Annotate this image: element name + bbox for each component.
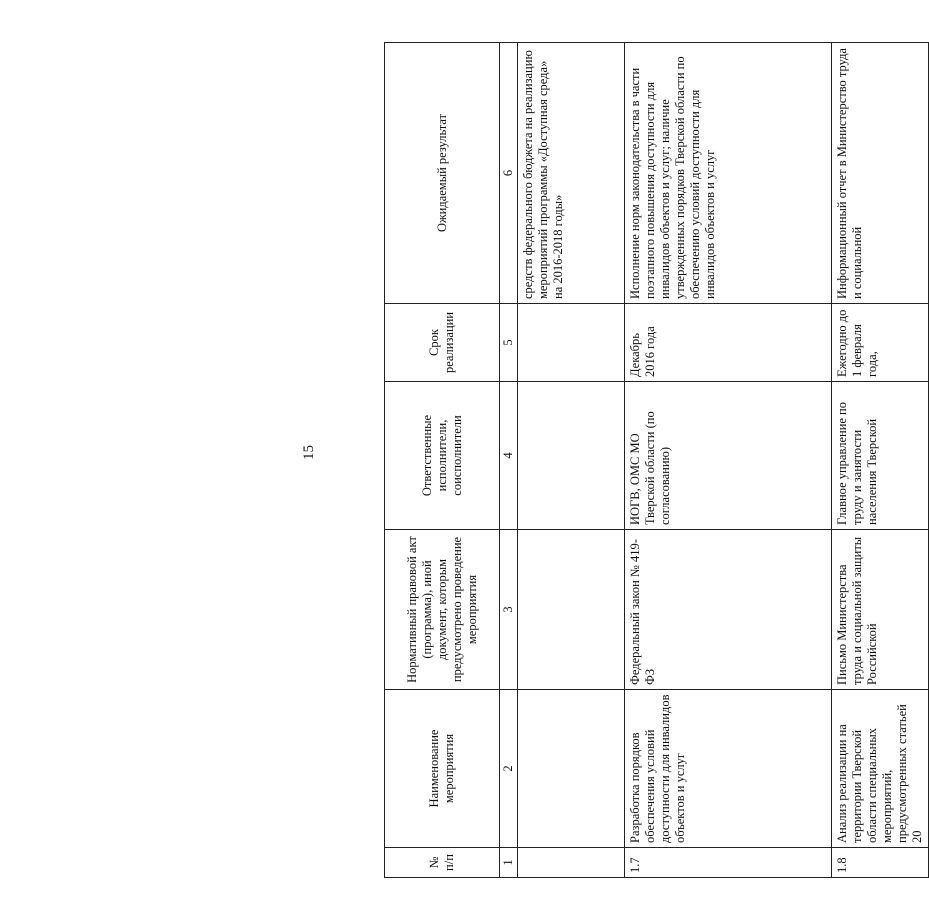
table-row xyxy=(518,43,625,878)
table-cell: Письмо Министерства труда и социальной защиты Российской xyxy=(832,530,929,690)
table-cell: Федеральный закон № 419-ФЗ xyxy=(625,530,832,690)
table-cell xyxy=(518,304,625,382)
table-cell: Декабрь 2016 года xyxy=(625,304,832,382)
header-cell-number: № п/п xyxy=(385,848,500,878)
column-number: 5 xyxy=(500,304,518,382)
column-number: 4 xyxy=(500,382,518,530)
table-cell: Анализ реализации на территории Тверской области специальных мероприятий, предусмотренных статьей 20 xyxy=(832,690,929,848)
table-cell: Главное управление по труду и занятости населения Тверской xyxy=(832,382,929,530)
column-number: 6 xyxy=(500,43,518,304)
table-cell: Ежегодно до 1 февраля года, xyxy=(832,304,929,382)
table-cell: средств федерального бюджета на реализацию мероприятий программы «Доступная среда» на 2016-2018 годы» xyxy=(518,43,625,304)
column-number: 2 xyxy=(500,690,518,848)
rotated-table-container xyxy=(384,43,924,878)
page-number: 15 xyxy=(301,445,317,460)
header-cell-legal-act: Нормативный правовой акт (программа), иной документ, которым предусмотрено проведение мероприятия xyxy=(385,530,500,690)
table-cell xyxy=(518,530,625,690)
table-cell xyxy=(518,848,625,878)
table-cell: ИОГВ, ОМС МО Тверской области (по согласованию) xyxy=(625,382,832,530)
table-cell xyxy=(518,690,625,848)
header-row xyxy=(385,43,500,878)
header-cell-result: Ожидаемый результат xyxy=(385,43,500,304)
events-table xyxy=(384,42,929,878)
column-number: 1 xyxy=(500,848,518,878)
table-row xyxy=(832,43,929,878)
table-cell: 1.8 xyxy=(832,848,929,878)
header-cell-executors: Ответственные исполнители, соисполнители xyxy=(385,382,500,530)
table-cell: Информационный отчет в Министерство труда и социальной xyxy=(832,43,929,304)
table-cell xyxy=(518,382,625,530)
header-cell-event-name: Наименование мероприятия xyxy=(385,690,500,848)
column-number: 3 xyxy=(500,530,518,690)
table-cell: Исполнение норм законодательства в части поэтапного повышения доступности для инвалидов объектов и услуг; наличие утвержденных порядков Тверской области по обеспечению условий доступности для инвалидов объектов и услуг xyxy=(625,43,832,304)
table-cell: 1.7 xyxy=(625,848,832,878)
table-cell: Разработка порядков обеспечения условий доступности для инвалидов объектов и услуг xyxy=(625,690,832,848)
column-number-row xyxy=(500,43,518,878)
header-cell-deadline: Срок реализации xyxy=(385,304,500,382)
table-row xyxy=(625,43,832,878)
